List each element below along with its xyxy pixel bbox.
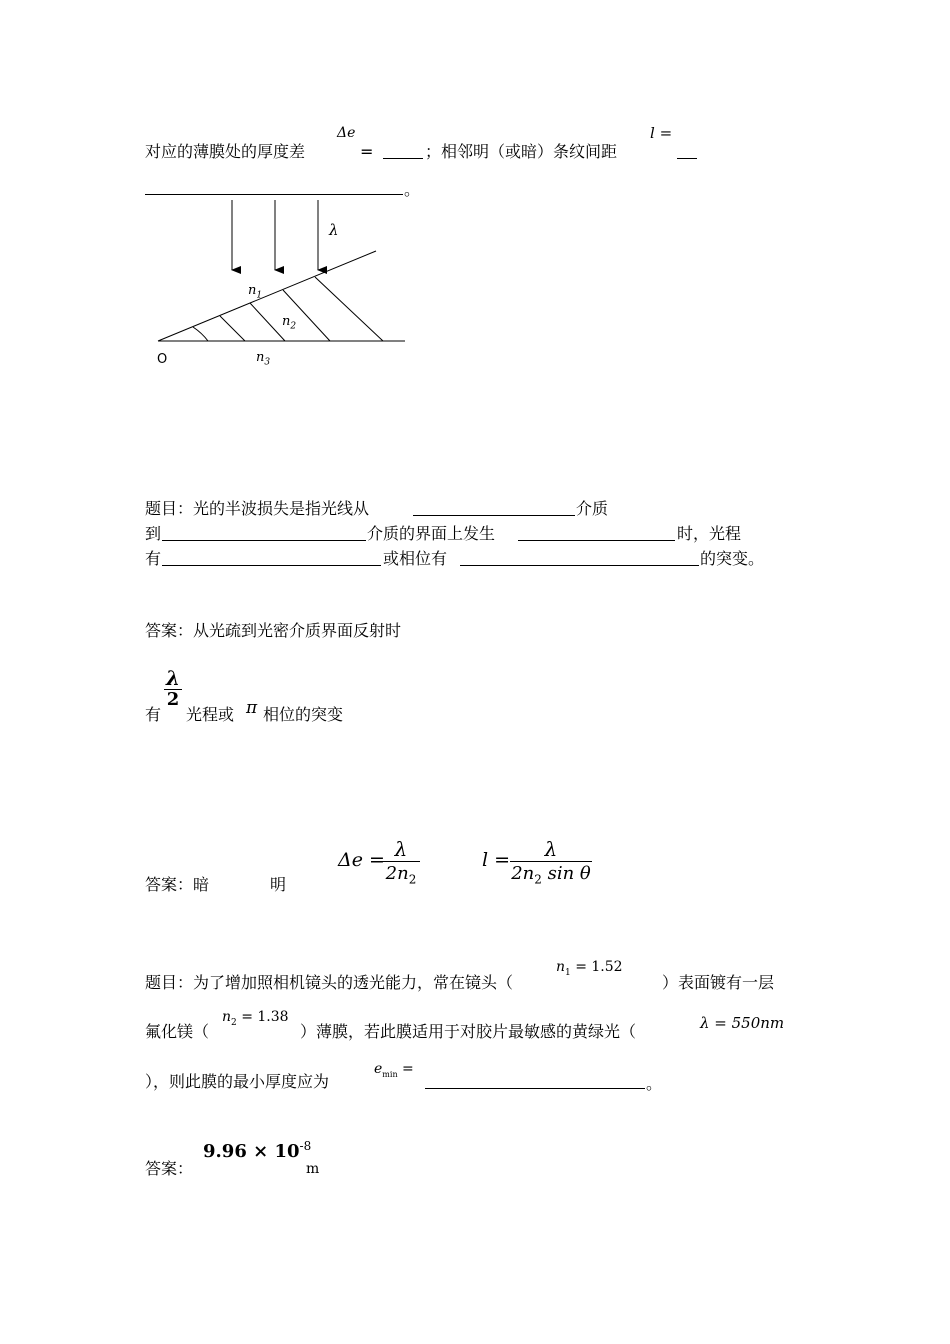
pi-symbol: π xyxy=(246,698,258,718)
q1-blank-1 xyxy=(383,144,423,159)
wedge-film-diagram xyxy=(150,195,420,375)
lambda-550-expression: λ = 550nm xyxy=(700,1014,785,1032)
n2-label: $n_2$ xyxy=(282,314,297,332)
l-formula-lhs: l = xyxy=(482,849,511,871)
q2-line1-a: 题目：光的半波损失是指光线从 xyxy=(145,499,370,518)
q3-answer-label: 答案： xyxy=(145,1159,194,1178)
q1-text-b: ；相邻明（或暗）条纹间距 xyxy=(425,142,618,161)
origin-label: O xyxy=(157,352,168,367)
q3-line1-a: 题目：为了增加照相机镜头的透光能力，常在镜头（ xyxy=(145,973,514,992)
q2-answer2-b: 光程或 xyxy=(186,705,235,724)
lambda-label: λ xyxy=(329,221,339,239)
q2-blank-5 xyxy=(460,551,699,566)
q3-line3-a: ），则此膜的最小厚度应为 xyxy=(145,1072,330,1091)
emin-expression: $e_{min}$ = xyxy=(374,1061,414,1079)
q3-line1-b: ）表面镀有一层 xyxy=(662,973,775,992)
q2-line3-b: 或相位有 xyxy=(383,549,448,568)
q2-answer2-c: 相位的突变 xyxy=(263,705,344,724)
q2-line2-b: 介质的界面上发生 xyxy=(367,524,496,543)
q2-line3-a: 有 xyxy=(145,549,162,568)
delta-e-fraction: λ $2n_2$ xyxy=(382,837,420,892)
q1-blank-2b xyxy=(145,180,403,195)
q2-answer: 答案：从光疏到光密介质界面反射时 xyxy=(145,621,402,640)
q2-line2-a: 到 xyxy=(145,524,162,543)
q3-line2-a: 氟化镁（ xyxy=(145,1022,210,1041)
q2-answer2-a: 有 xyxy=(145,705,162,724)
q2-blank-4 xyxy=(162,551,381,566)
incident-arrows xyxy=(232,200,318,270)
delta-e-symbol: Δe xyxy=(337,125,356,141)
q2-line2-c: 时，光程 xyxy=(677,524,742,543)
l-symbol: l = xyxy=(650,124,673,142)
q2-line1-b: 介质 xyxy=(576,499,609,518)
l-fraction: λ $2n_2$ sin θ xyxy=(511,837,591,887)
q3-line2-b: ）薄膜，若此膜适用于对胶片最敏感的黄绿光（ xyxy=(300,1022,637,1041)
q3-answer-unit: m xyxy=(306,1161,320,1177)
q1-eq: = xyxy=(360,142,374,161)
q1-blank-2a xyxy=(677,144,697,159)
n2-expression: $n_2 = 1.38$ xyxy=(222,1009,289,1028)
q3-answer-value: $9.96 \times 10^{-8}$ xyxy=(203,1139,312,1162)
q1-answer-ming: 明 xyxy=(270,875,287,894)
q2-blank-2 xyxy=(162,526,366,541)
q2-blank-3 xyxy=(518,526,675,541)
q1-period: 。 xyxy=(404,180,421,199)
n1-label: $n_1$ xyxy=(248,283,263,301)
delta-e-formula-lhs: Δe = xyxy=(338,849,385,871)
q1-answer-label: 答案：暗 xyxy=(145,875,210,894)
wedge-top-line xyxy=(158,251,376,341)
q1-text-a: 对应的薄膜处的厚度差 xyxy=(145,142,306,161)
n1-expression: $n_1 = 1.52$ xyxy=(556,959,623,978)
q3-blank xyxy=(425,1074,645,1089)
q2-line3-c: 的突变。 xyxy=(700,549,765,568)
q3-period: 。 xyxy=(646,1074,663,1093)
lambda-over-two: λ 2 xyxy=(165,666,181,710)
n3-label: $n_3$ xyxy=(256,350,271,368)
q2-blank-1 xyxy=(413,501,575,516)
